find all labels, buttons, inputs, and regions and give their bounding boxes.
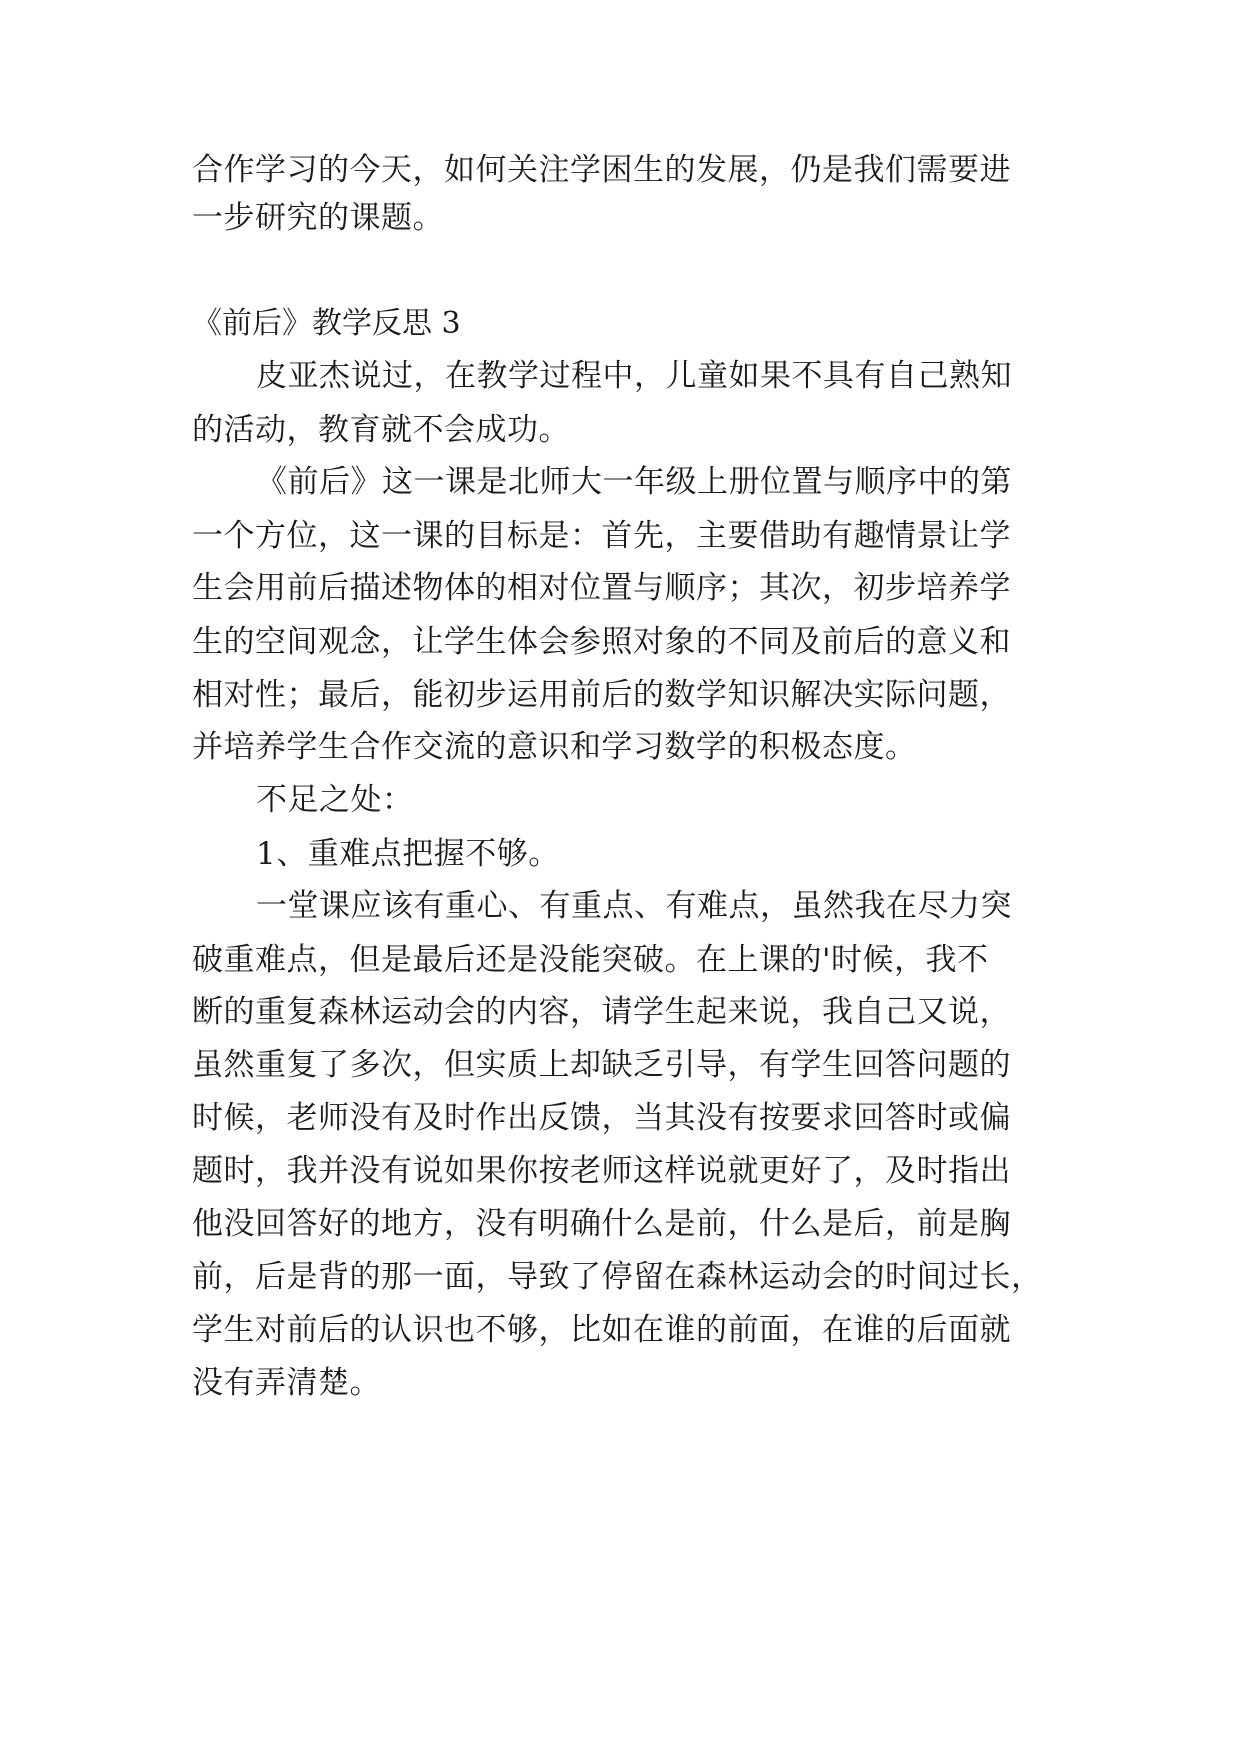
paragraph-line: 生的空间观念，让学生体会参照对象的不同及前后的意义和	[192, 624, 1011, 660]
paragraph-line: 相对性；最后，能初步运用前后的数学知识解决实际问题，	[192, 677, 1011, 713]
paragraph-line: 学生对前后的认识也不够，比如在谁的前面，在谁的后面就	[192, 1312, 1011, 1348]
paragraph-line: 合作学习的今天，如何关注学困生的发展，仍是我们需要进	[192, 152, 1011, 188]
paragraph-line: 时候，老师没有及时作出反馈，当其没有按要求回答时或偏	[192, 1100, 1011, 1136]
paragraph-line: 他没回答好的地方，没有明确什么是前，什么是后，前是胸	[192, 1206, 1011, 1242]
paragraph-line: 题时，我并没有说如果你按老师这样说就更好了，及时指出	[192, 1153, 1011, 1189]
paragraph-line: 皮亚杰说过，在教学过程中，儿童如果不具有自己熟知	[256, 358, 1012, 394]
paragraph-line: 不足之处：	[256, 782, 414, 818]
paragraph-line: 破重难点，但是最后还是没能突破。在上课的'时候，我不	[192, 942, 989, 978]
paragraph-line: 的活动，教育就不会成功。	[192, 412, 570, 448]
paragraph-line: 断的重复森林运动会的内容，请学生起来说，我自己又说，	[192, 994, 1011, 1030]
paragraph-line: 虽然重复了多次，但实质上却缺乏引导，有学生回答问题的	[192, 1047, 1011, 1083]
section-heading: 《前后》教学反思 3	[192, 306, 461, 341]
paragraph-line: 没有弄清楚。	[192, 1365, 381, 1401]
paragraph-line: 一堂课应该有重心、有重点、有难点，虽然我在尽力突	[256, 888, 1012, 924]
paragraph-line: 前，后是背的那一面，导致了停留在森林运动会的时间过长，	[192, 1259, 1043, 1295]
paragraph-line: 一个方位，这一课的目标是：首先，主要借助有趣情景让学	[192, 518, 1011, 554]
paragraph-line: 1、重难点把握不够。	[256, 836, 560, 872]
paragraph-line: 《前后》这一课是北师大一年级上册位置与顺序中的第	[256, 464, 1012, 500]
paragraph-line: 并培养学生合作交流的意识和学习数学的积极态度。	[192, 729, 917, 765]
paragraph-line: 生会用前后描述物体的相对位置与顺序；其次，初步培养学	[192, 570, 1011, 606]
paragraph-line: 一步研究的课题。	[192, 200, 444, 236]
